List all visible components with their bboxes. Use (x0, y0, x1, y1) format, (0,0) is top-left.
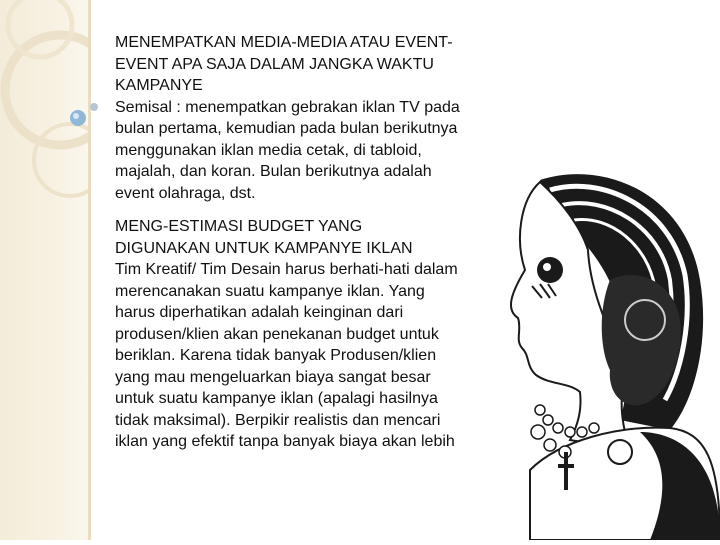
decorative-circles (0, 0, 88, 540)
paragraph-media-placement (115, 32, 460, 204)
woman-illustration (470, 170, 720, 545)
paragraph-heading: MENEMPATKAN MEDIA-MEDIA ATAU EVENT-EVENT APA SAJA DALAM JANGKA WAKTU KAMPANYE (115, 34, 453, 94)
paragraph-body: Semisal : menempatkan gebrakan iklan TV pada bulan pertama, kemudian pada bulan berikutnya menggunakan iklan media cetak, di tabloid, majalah, dan koran. Bulan berikutnya adalah event olahraga, dst. (115, 98, 460, 202)
paragraph-budget-estimate (115, 216, 460, 453)
bullet-dot-icon (90, 103, 98, 111)
woman-profile-illustration (470, 170, 720, 540)
slide-body (115, 32, 460, 465)
paragraph-heading: MENG-ESTIMASI BUDGET YANG DIGUNAKAN UNTUK KAMPANYE IKLAN (115, 218, 413, 257)
decorative-side-panel (0, 0, 88, 540)
paragraph-body: Tim Kreatif/ Tim Desain harus berhati-hati dalam merencanakan suatu kampanye iklan. Yang harus diperhatikan adalah keinginan dari produsen/klien akan penekanan budget untuk beriklan. Karena tidak banyak Produsen/klien yang mau mengeluarkan biaya sangat besar untuk suatu kampanye iklan (apalagi hasilnya tidak maksimal). Berpikir realistis dan mencari iklan yang efektif tanpa banyak biaya akan lebih (115, 261, 458, 450)
panel-divider (88, 0, 91, 540)
